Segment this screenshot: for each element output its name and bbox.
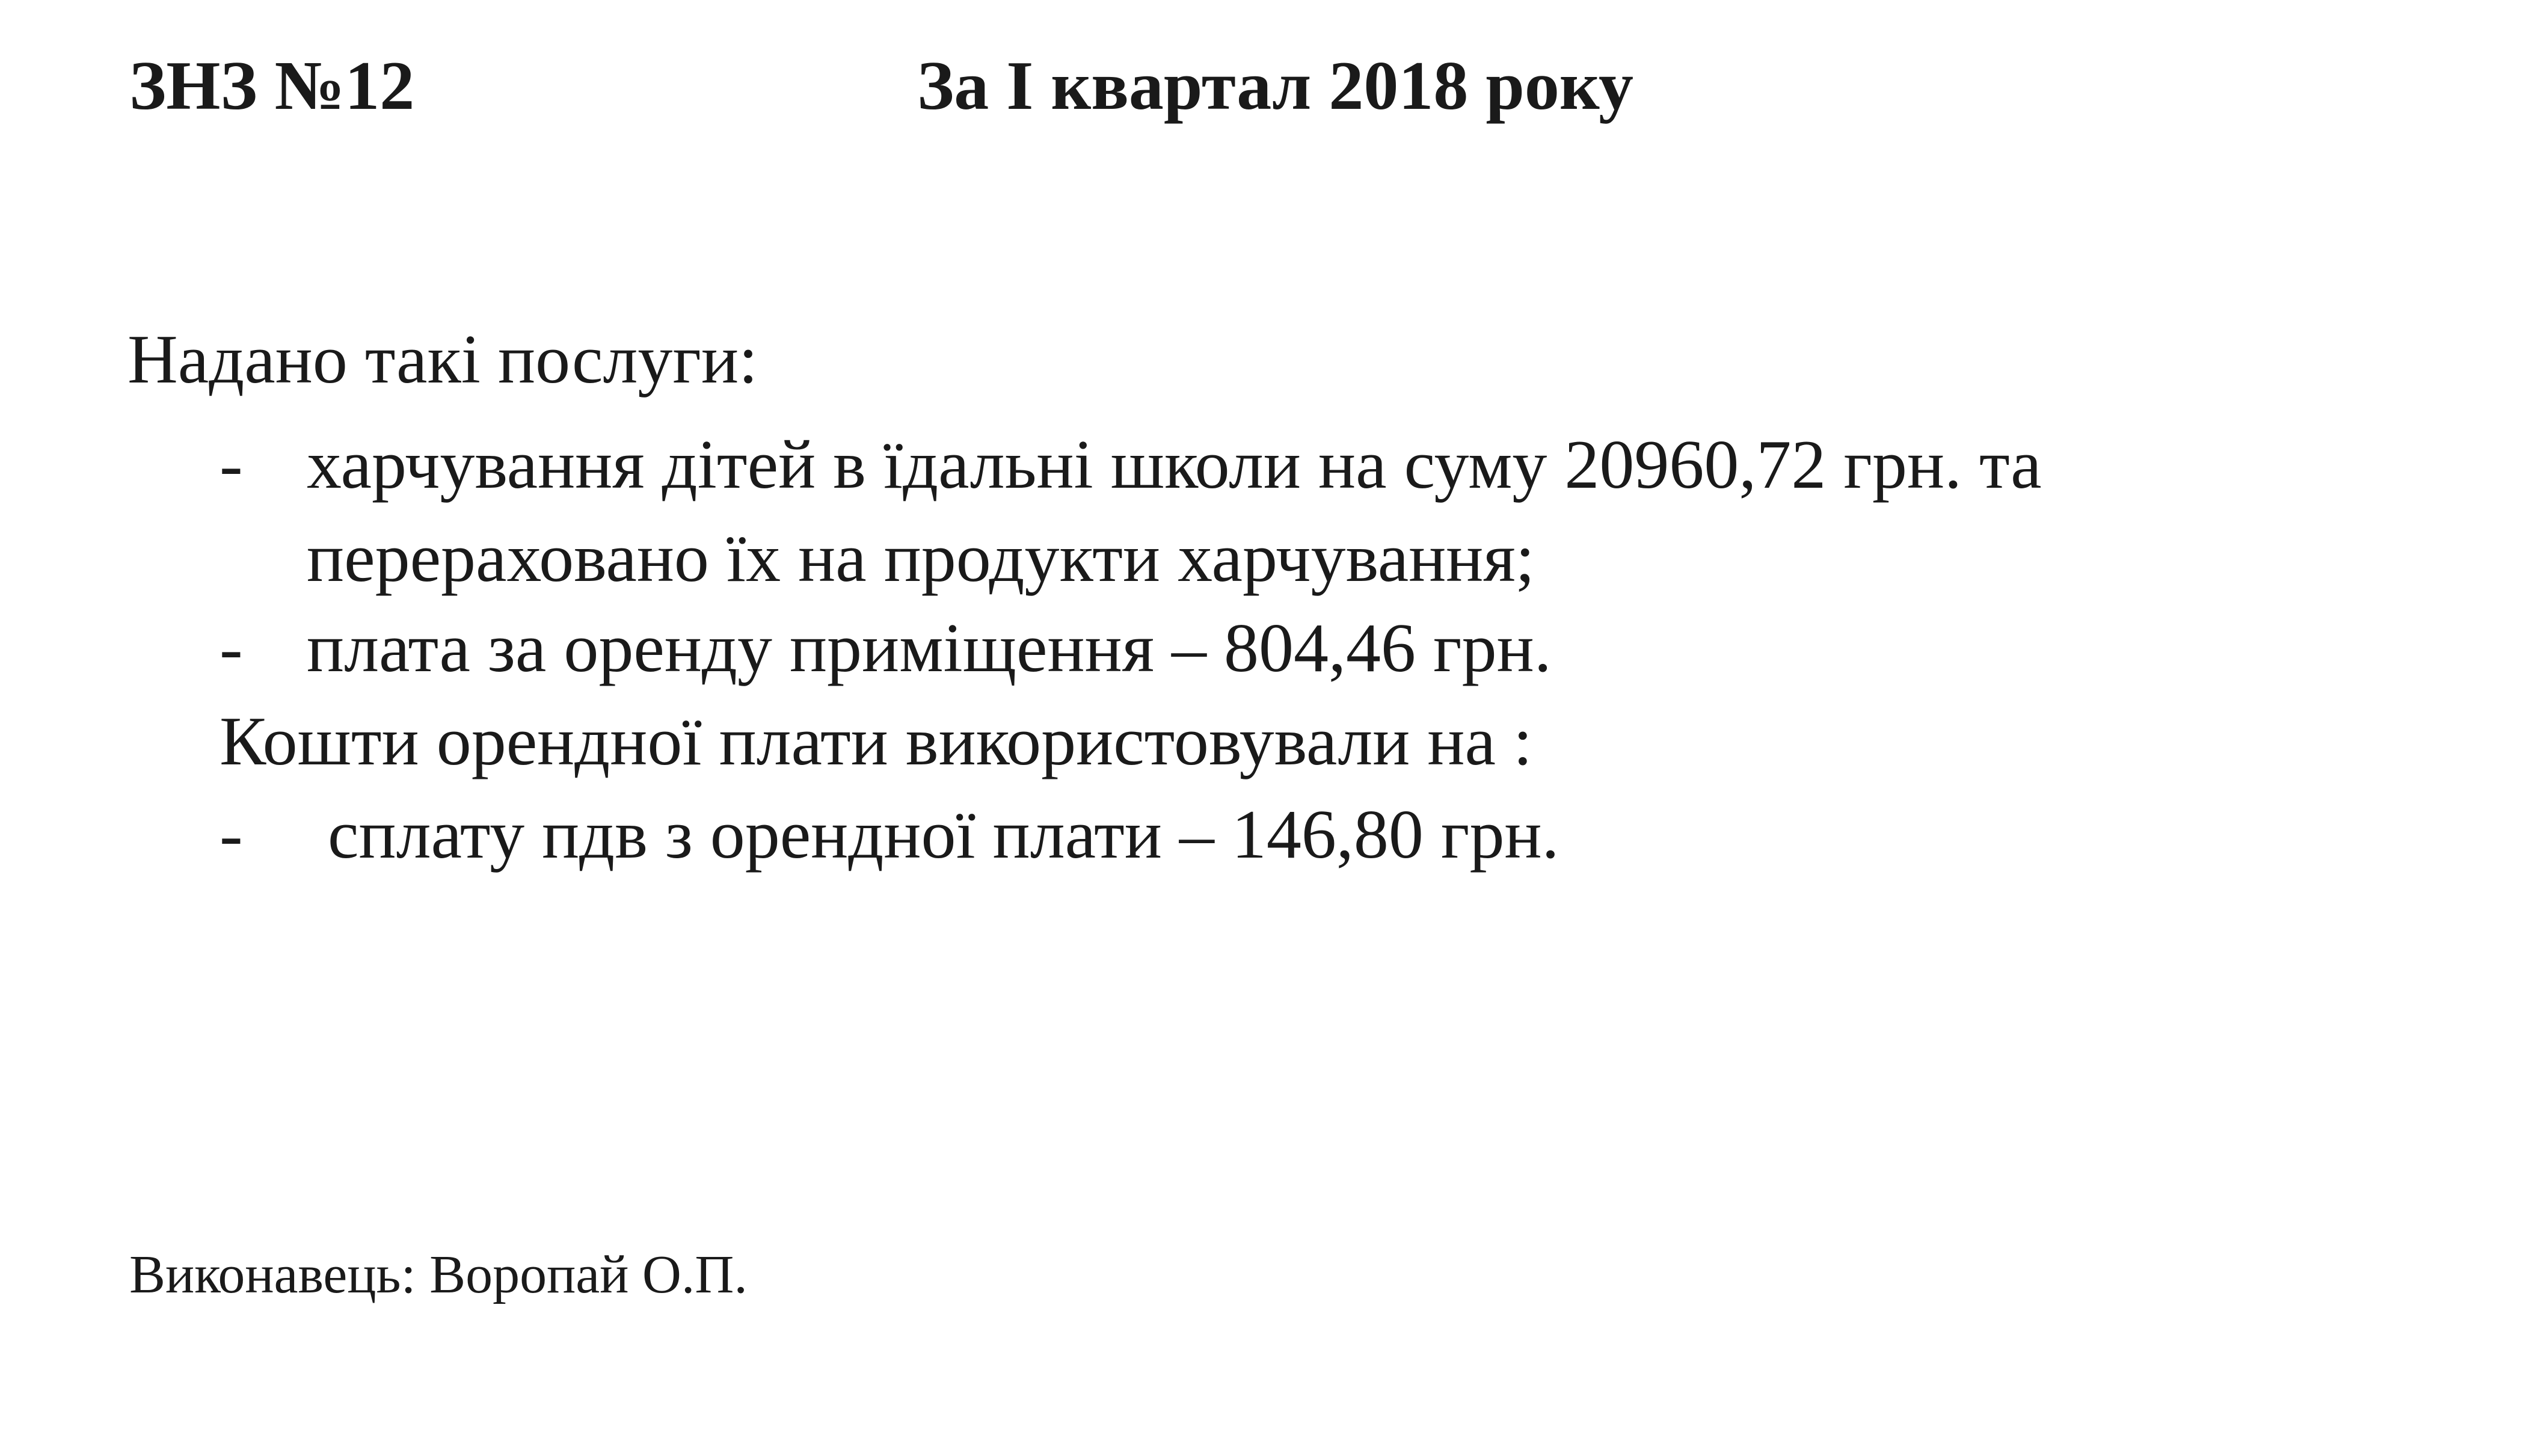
executor-signature-line: Виконавець: Воропай О.П. (129, 1245, 748, 1304)
period-title: За І квартал 2018 року (917, 48, 1634, 124)
service-item-food-line1: харчування дітей в їдальні школи на суму 20960,72 грн. та (307, 426, 2042, 503)
funds-item-vat: сплату пдв з орендної плати – 146,80 грн. (328, 796, 1559, 873)
list-bullet: - (220, 796, 243, 873)
funds-intro: Кошти орендної плати використовували на : (220, 703, 1533, 780)
list-bullet: - (220, 610, 243, 687)
services-intro: Надано такі послуги: (128, 321, 758, 398)
list-bullet: - (220, 426, 243, 503)
service-item-rent: плата за оренду приміщення – 804,46 грн. (307, 610, 1552, 687)
service-item-food-line2: перераховано їх на продукти харчування; (307, 520, 1535, 597)
institution-title: ЗНЗ №12 (129, 48, 415, 124)
